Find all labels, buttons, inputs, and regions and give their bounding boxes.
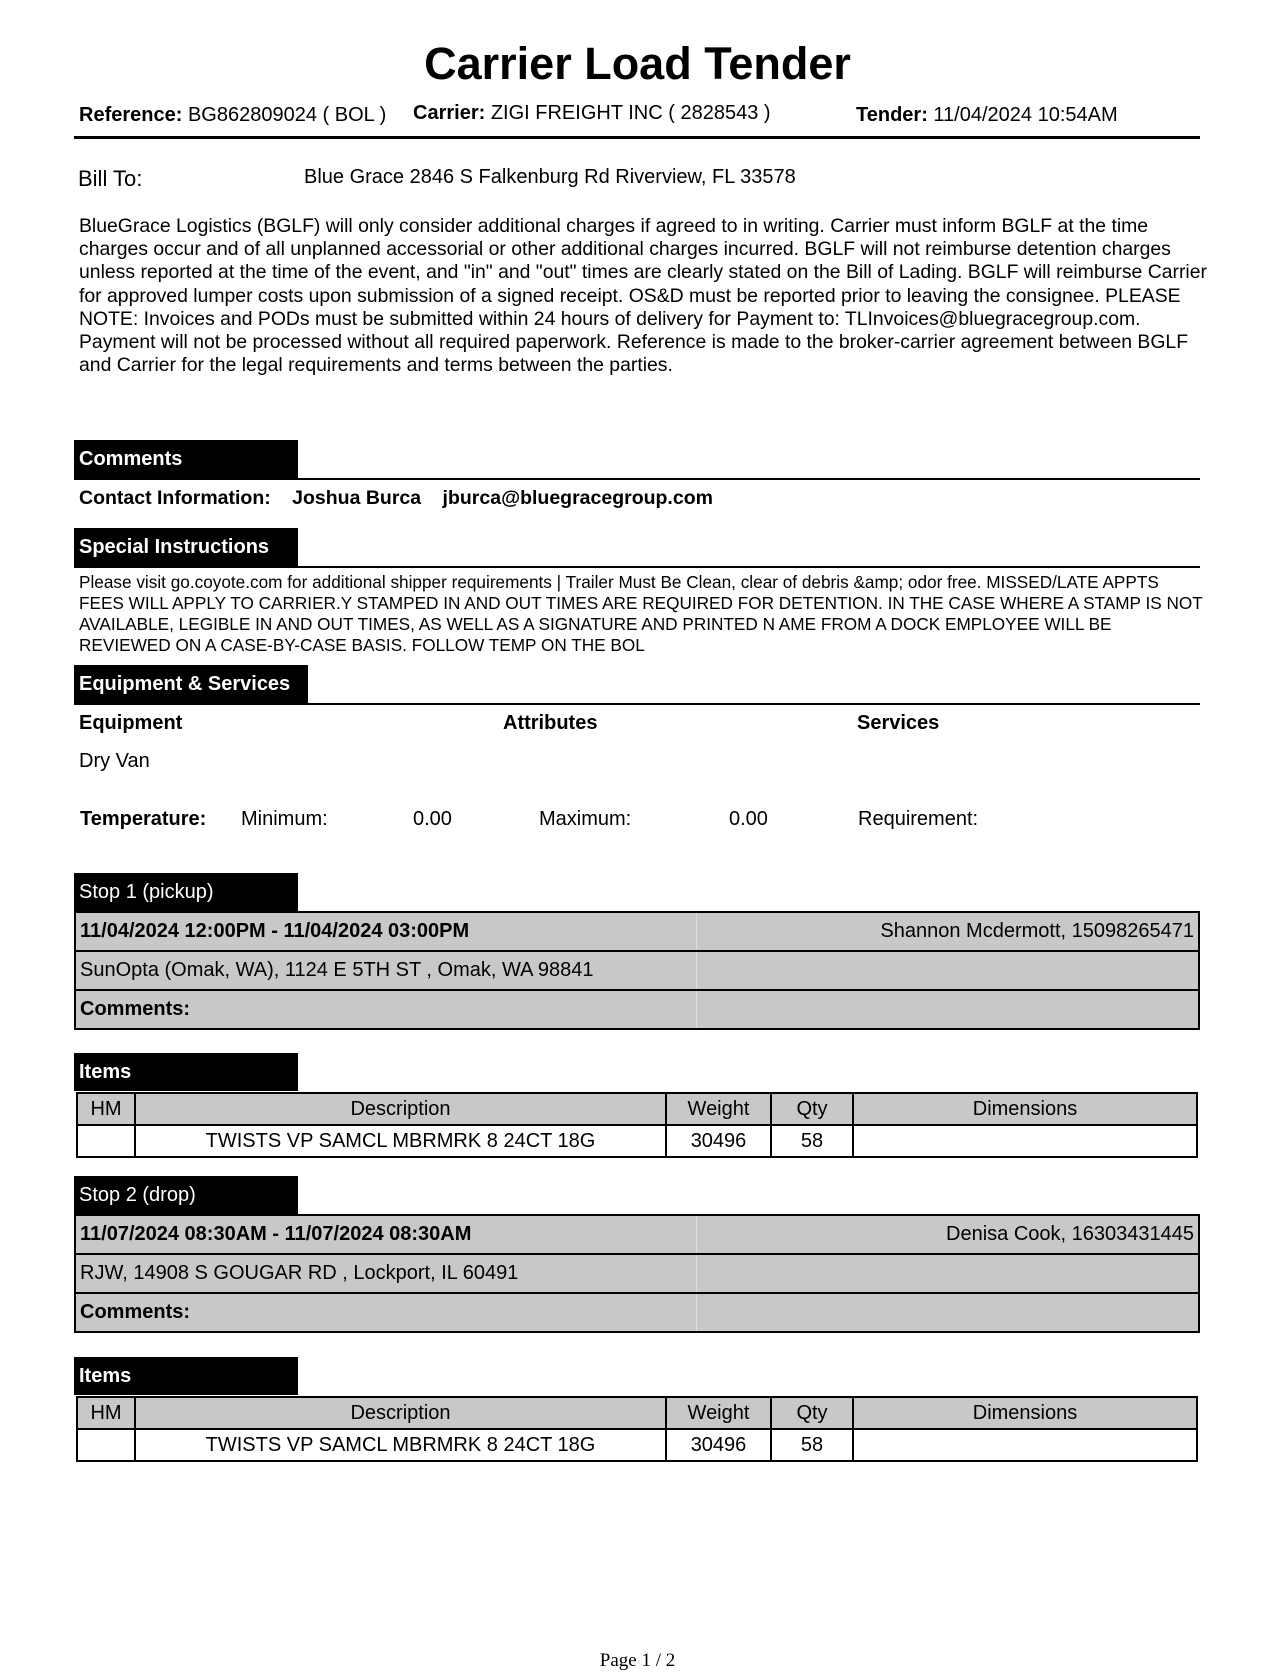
carrier-value: ZIGI FREIGHT INC ( 2828543 ) xyxy=(490,102,771,124)
table-row xyxy=(77,1125,1197,1157)
tender xyxy=(856,104,1118,127)
column-header-weight: Weight xyxy=(666,1397,771,1429)
stop-1-address: SunOpta (Omak, WA), 1124 E 5TH ST , Omak, WA 98841 xyxy=(80,959,594,981)
contact-email: jburca@bluegracegroup.com xyxy=(442,487,713,509)
column-header-qty: Qty xyxy=(771,1397,853,1429)
page-number: Page 1 / 2 xyxy=(599,1650,676,1671)
attributes-column-header: Attributes xyxy=(503,712,598,734)
stop-1-items-table xyxy=(76,1092,1198,1158)
item-qty: 58 xyxy=(771,1125,853,1157)
carrier xyxy=(413,102,771,125)
stop-2-address: RJW, 14908 S GOUGAR RD , Lockport, IL 60491 xyxy=(80,1262,519,1284)
column-header-description: Description xyxy=(135,1397,666,1429)
item-dimensions xyxy=(853,1429,1197,1461)
terms-paragraph: BlueGrace Logistics (BGLF) will only consider additional charges if agreed to in writing. Carrier must inform BGLF at the time charges occur and of all unplanned accessorial or other additional charges incurred. BGLF will not reimburse detention charges unless reported at the time of the event, and "in" and "out" times are clearly stated on the Bill of Lading. BGLF will reimburse Carrier for approved lumper costs upon submission of a signed receipt. OS&D must be reported prior to leaving the consignee. PLEASE NOTE: Invoices and PODs must be submitted within 24 hours of delivery for Payment to: TLInvoices@bluegracegroup.com. Payment will not be processed without all required paperwork. Reference is made to the broker-carrier agreement between BGLF and Carrier for the legal requirements and terms between the parties. xyxy=(79,215,1207,377)
equipment-rule xyxy=(74,703,1200,705)
item-weight: 30496 xyxy=(666,1429,771,1461)
bill-to-label: Bill To: xyxy=(78,166,143,191)
requirement-label: Requirement: xyxy=(858,808,979,830)
equipment-heading: Equipment & Services xyxy=(74,665,308,703)
equipment-value: Dry Van xyxy=(79,750,150,772)
stop-2-window-row xyxy=(76,1216,1198,1255)
stop-1-address-row xyxy=(76,952,1198,991)
column-header-weight: Weight xyxy=(666,1093,771,1125)
special-instructions-rule xyxy=(74,566,1200,568)
bill-to-value: Blue Grace 2846 S Falkenburg Rd Riverview, FL 33578 xyxy=(304,166,796,188)
stop-2-contact: Denisa Cook, 16303431445 xyxy=(946,1223,1194,1245)
comments-rule xyxy=(74,478,1200,480)
maximum-label: Maximum: xyxy=(539,808,632,830)
column-header-dimensions: Dimensions xyxy=(853,1093,1197,1125)
contact-information xyxy=(79,487,713,510)
maximum-value: 0.00 xyxy=(729,808,768,830)
item-hm xyxy=(77,1125,135,1157)
stop-2-address-row xyxy=(76,1255,1198,1294)
stop-1-details xyxy=(74,911,1200,1030)
stop-1-comments-label: Comments: xyxy=(80,998,191,1020)
item-hm xyxy=(77,1429,135,1461)
items-header-row xyxy=(77,1093,1197,1125)
column-header-hm: HM xyxy=(77,1397,135,1429)
column-header-dimensions: Dimensions xyxy=(853,1397,1197,1429)
services-column-header: Services xyxy=(857,712,940,734)
stop-1-window: 11/04/2024 12:00PM - 11/04/2024 03:00PM xyxy=(80,920,470,942)
stop-2-comments-row xyxy=(76,1294,1198,1331)
special-instructions-heading: Special Instructions xyxy=(74,528,298,566)
stop-2-window: 11/07/2024 08:30AM - 11/07/2024 08:30AM xyxy=(80,1223,472,1245)
column-header-hm: HM xyxy=(77,1093,135,1125)
stop-2-items-table xyxy=(76,1396,1198,1462)
special-instructions-text: Please visit go.coyote.com for additional shipper requirements | Trailer Must Be Clean, clear of debris &amp; odor free. MISSED/LATE APPTS FEES WILL APPLY TO CARRIER.Y STAMPED IN AND OUT TIMES ARE REQUIRED FOR DETENTION. IN THE CASE WHERE A STAMP IS NOT AVAILABLE, LEGIBLE IN AND OUT TIMES, AS WELL AS A SIGNATURE AND PRINTED N AME FROM A DOCK EMPLOYEE WILL BE REVIEWED ON A CASE-BY-CASE BASIS. FOLLOW TEMP ON THE BOL xyxy=(79,572,1203,655)
item-qty: 58 xyxy=(771,1429,853,1461)
column-header-description: Description xyxy=(135,1093,666,1125)
stop-2-details xyxy=(74,1214,1200,1333)
column-header-qty: Qty xyxy=(771,1093,853,1125)
equipment-column-header: Equipment xyxy=(79,712,183,734)
stop-1-heading: Stop 1 (pickup) xyxy=(74,873,298,911)
reference xyxy=(79,104,386,127)
stop-1-contact: Shannon Mcdermott, 15098265471 xyxy=(880,920,1194,942)
stop-1-window-row xyxy=(76,913,1198,952)
item-description: TWISTS VP SAMCL MBRMRK 8 24CT 18G xyxy=(135,1125,666,1157)
item-description: TWISTS VP SAMCL MBRMRK 8 24CT 18G xyxy=(135,1429,666,1461)
stop-1-comments-row xyxy=(76,991,1198,1028)
carrier-label: Carrier: xyxy=(413,102,486,124)
stop-2-comments-label: Comments: xyxy=(80,1301,191,1323)
minimum-value: 0.00 xyxy=(413,808,452,830)
reference-label: Reference: xyxy=(79,104,183,126)
stop-1-items-heading: Items xyxy=(74,1053,298,1091)
contact-name: Joshua Burca xyxy=(292,487,422,509)
minimum-label: Minimum: xyxy=(241,808,328,830)
item-weight: 30496 xyxy=(666,1125,771,1157)
items-header-row xyxy=(77,1397,1197,1429)
page-title: Carrier Load Tender xyxy=(424,38,851,89)
comments-heading: Comments xyxy=(74,440,298,478)
item-dimensions xyxy=(853,1125,1197,1157)
tender-label: Tender: xyxy=(856,104,928,126)
tender-value: 11/04/2024 10:54AM xyxy=(933,104,1118,126)
contact-label: Contact Information: xyxy=(79,487,271,509)
header-rule xyxy=(74,136,1200,139)
stop-2-items-heading: Items xyxy=(74,1357,298,1395)
temperature-label: Temperature: xyxy=(80,808,207,830)
table-row xyxy=(77,1429,1197,1461)
stop-2-heading: Stop 2 (drop) xyxy=(74,1176,298,1214)
reference-value: BG862809024 ( BOL ) xyxy=(187,104,387,126)
